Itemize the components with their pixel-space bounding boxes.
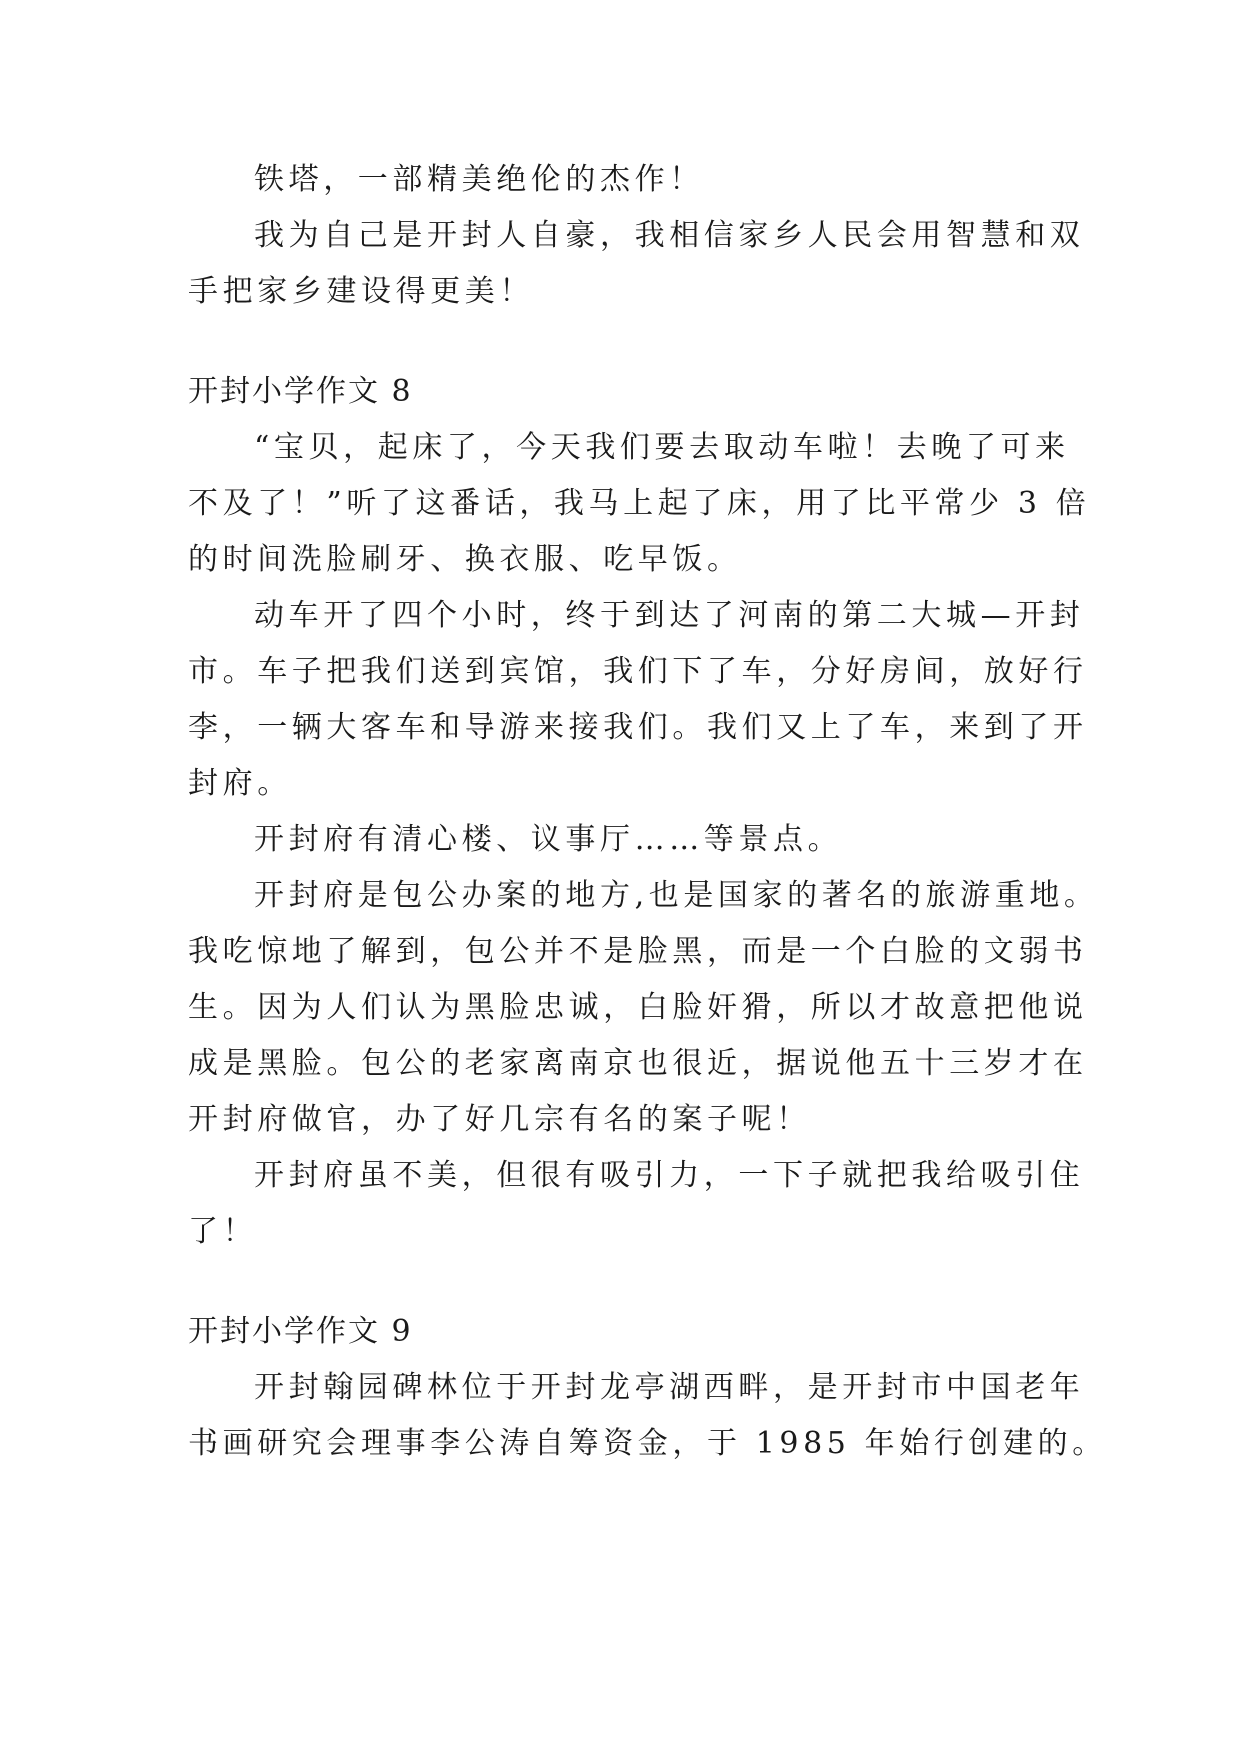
paragraph-line: 不及了！”听了这番话，我马上起了床，用了比平常少 3 倍 (188, 486, 1091, 521)
paragraph-line: 市。车子把我们送到宾馆，我们下了车，分好房间，放好行 (188, 654, 1088, 689)
paragraph-line: 开封府是包公办案的地方,也是国家的著名的旅游重地。 (254, 878, 1099, 913)
paragraph-line: 手把家乡建设得更美！ (188, 274, 534, 309)
paragraph-line: 封府。 (188, 766, 292, 801)
paragraph-line: 开封翰园碑林位于开封龙亭湖西畔，是开封市中国老年 (254, 1370, 1085, 1405)
paragraph-line: 李，一辆大客车和导游来接我们。我们又上了车，来到了开 (188, 710, 1088, 745)
paragraph-line: “宝贝，起床了，今天我们要去取动车啦！去晚了可来 (254, 430, 1070, 465)
paragraph-line: 成是黑脸。包公的老家离南京也很近，据说他五十三岁才在 (188, 1046, 1088, 1081)
paragraph-line: 开封府做官，办了好几宗有名的案子呢！ (188, 1102, 811, 1137)
paragraph-line: 生。因为人们认为黑脸忠诚，白脸奸猾，所以才故意把他说 (188, 990, 1088, 1025)
paragraph-line: 开封府虽不美，但很有吸引力，一下子就把我给吸引住 (254, 1158, 1085, 1193)
paragraph-line: 我为自己是开封人自豪，我相信家乡人民会用智慧和双 (254, 218, 1085, 253)
paragraph-line: 了！ (188, 1214, 258, 1249)
paragraph-line: 铁塔，一部精美绝伦的杰作！ (254, 162, 704, 197)
paragraph-line: 动车开了四个小时，终于到达了河南的第二大城—开封 (254, 598, 1085, 633)
paragraph-line: 书画研究会理事李公涛自筹资金，于 1985 年始行创建的。 (188, 1426, 1107, 1461)
document-page (188, 160, 1107, 1700)
paragraph-line: 开封府有清心楼、议事厅……等景点。 (254, 822, 843, 857)
paragraph-line: 我吃惊地了解到，包公并不是脸黑，而是一个白脸的文弱书 (188, 934, 1088, 969)
essay-heading: 开封小学作文 8 (188, 374, 413, 409)
essay-heading: 开封小学作文 9 (188, 1314, 413, 1349)
paragraph-line: 的时间洗脸刷牙、换衣服、吃早饭。 (188, 542, 742, 577)
